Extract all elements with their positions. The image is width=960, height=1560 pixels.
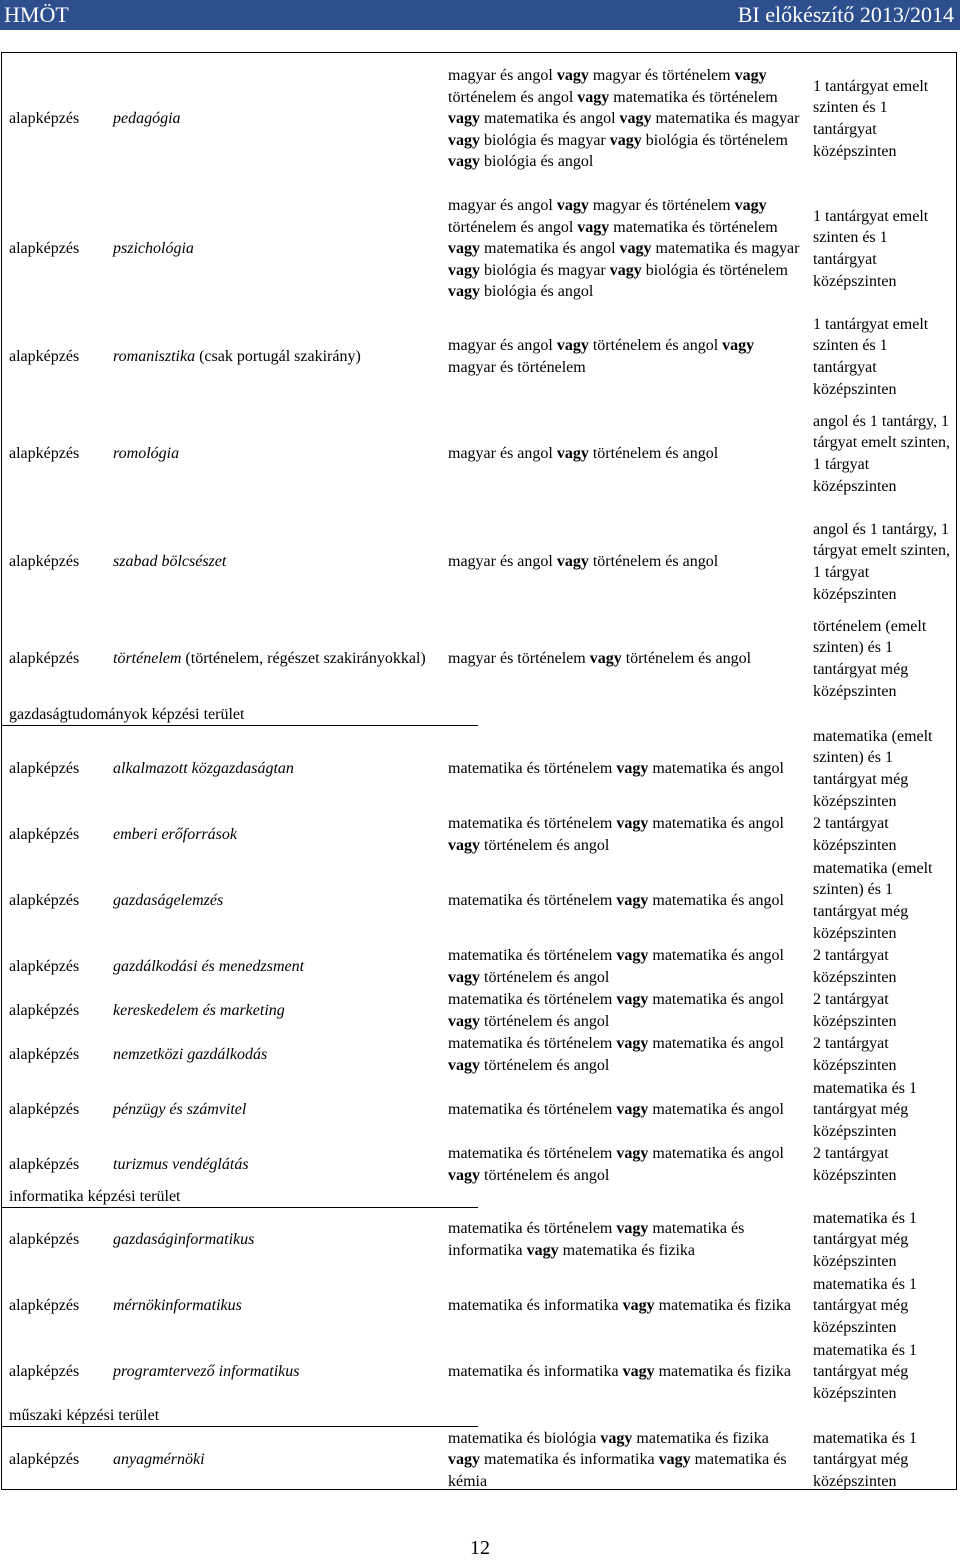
subjects-text: magyar és angol vagy magyar és történelem vagy történelem és angol vagy matematika és történelem vagy matematika és angol vagy matematika és magyar vagy biológia és magyar vagy biológia és történelem vagy biológia és angol [448,67,800,171]
subjects-cell [448,1273,803,1339]
table-row [2,1339,958,1405]
subjects-text: matematika és történelem vagy matematika és angol vagy történelem és angol [448,991,784,1030]
level-requirement-text: történelem (emelt szinten) és 1 tantárgyat még középszinten [813,617,927,700]
program-cell [113,615,438,703]
level-requirement-cell [813,725,953,813]
program-text [113,1044,438,1066]
section-title: informatika képzési terület [9,1188,181,1205]
program-name: gazdaságinformatikus [113,1231,255,1249]
program-text [113,1000,438,1022]
level-requirement-text: matematika (emelt szinten) és 1 tantárgyat még középszinten [813,727,933,810]
level-requirement-cell [813,1427,953,1493]
level-cell [9,1427,109,1493]
subjects-cell [448,945,803,989]
level-cell [9,989,109,1033]
level-requirement-text: 1 tantárgyat emelt szinten és 1 tantárgyat középszinten [813,77,929,160]
table-row [2,507,958,617]
program-cell [113,1273,438,1339]
subjects-text: magyar és angol vagy magyar és történelem vagy történelem és angol vagy matematika és történelem vagy matematika és angol vagy matematika és magyar vagy biológia és magyar vagy biológia és történelem vagy biológia és angol [448,197,800,301]
program-name: programtervező informatikus [113,1363,300,1381]
program-name: alkalmazott közgazdaságtan [113,760,294,778]
table-row [2,945,958,989]
level-cell [9,399,109,509]
subjects-cell [448,399,803,509]
program-name: emberi erőforrások [113,826,237,844]
level-requirement-cell [813,1273,953,1339]
program-cell [113,1427,438,1493]
program-text [113,1229,438,1251]
program-text [113,758,438,780]
program-name: történelem [113,650,182,668]
level-requirement-text: matematika és 1 tantárgyat még középszinten [813,1275,917,1336]
level-cell [9,313,109,401]
level-text: alapképzés [9,826,80,844]
program-name: romanisztika [113,348,196,366]
program-name: turizmus vendéglátás [113,1156,249,1174]
subjects-text: matematika és történelem vagy matematika és angol vagy történelem és angol [448,815,784,854]
subjects-text: matematika és történelem vagy matematika és angol [448,1101,784,1119]
level-cell [9,1033,109,1077]
subjects-text: magyar és angol vagy történelem és angol [448,553,719,571]
table-row [2,1427,958,1493]
table-row [2,725,958,813]
subjects-cell [448,1427,803,1493]
subjects-cell [448,813,803,857]
program-name: pénzügy és számvitel [113,1101,247,1119]
program-cell [113,399,438,509]
level-requirement-cell [813,507,953,617]
program-cell [113,813,438,857]
program-cell [113,313,438,401]
level-requirement-cell [813,53,953,185]
program-note: (csak portugál szakirány) [195,348,361,366]
level-cell [9,1207,109,1273]
program-text [113,648,438,670]
subjects-text: matematika és történelem vagy matematika és angol vagy történelem és angol [448,1145,784,1184]
subjects-cell [448,1033,803,1077]
level-text: alapképzés [9,1231,80,1249]
admission-table [1,52,957,1490]
subjects-text: magyar és angol vagy történelem és angol vagy magyar és történelem [448,337,755,376]
section-title: gazdaságtudományok képzési terület [9,706,245,723]
header-right-title: BI előkészítő 2013/2014 [737,2,954,27]
level-cell [9,507,109,617]
program-text [113,346,438,368]
program-text [113,890,438,912]
level-cell [9,1273,109,1339]
level-requirement-cell [813,813,953,857]
program-name: gazdálkodási és menedzsment [113,958,305,976]
level-requirement-cell [813,313,953,401]
table-row [2,1033,958,1077]
level-text: alapképzés [9,650,80,668]
level-requirement-cell [813,1143,953,1187]
level-cell [9,857,109,945]
table-row [2,615,958,703]
subjects-cell [448,313,803,401]
program-text [113,956,438,978]
level-requirement-cell [813,989,953,1033]
section-title: műszaki képzési terület [9,1407,160,1424]
level-requirement-text: matematika és 1 tantárgyat még középszinten [813,1079,917,1140]
page-header [0,0,960,30]
page-number: 12 [470,1537,490,1559]
program-name: szabad bölcsészet [113,553,227,571]
level-cell [9,1339,109,1405]
level-requirement-text: 2 tantárgyat középszinten [813,991,897,1030]
level-requirement-text: 2 tantárgyat középszinten [813,815,897,854]
program-cell [113,53,438,185]
program-name: gazdaságelemzés [113,892,224,910]
program-cell [113,1339,438,1405]
subjects-cell [448,1339,803,1405]
level-text: alapképzés [9,1002,80,1020]
level-cell [9,813,109,857]
level-requirement-text: 2 tantárgyat középszinten [813,947,897,986]
level-text: alapképzés [9,110,80,128]
level-requirement-cell [813,183,953,315]
program-cell [113,507,438,617]
table-row [2,1207,958,1273]
level-cell [9,1143,109,1187]
program-cell [113,183,438,315]
level-requirement-cell [813,399,953,509]
level-text: alapképzés [9,1101,80,1119]
level-cell [9,183,109,315]
subjects-cell [448,1143,803,1187]
subjects-text: matematika és történelem vagy matematika és angol [448,892,784,910]
level-requirement-text: 1 tantárgyat emelt szinten és 1 tantárgyat középszinten [813,207,929,290]
table-row [2,399,958,509]
level-requirement-cell [813,1077,953,1143]
level-text: alapképzés [9,760,80,778]
subjects-cell [448,1077,803,1143]
subjects-cell [448,183,803,315]
subjects-cell [448,53,803,185]
level-requirement-cell [813,615,953,703]
program-name: pedagógia [113,110,181,128]
program-cell [113,989,438,1033]
program-text [113,1449,438,1471]
program-name: romológia [113,445,180,463]
program-text [113,443,438,465]
level-text: alapképzés [9,553,80,571]
program-cell [113,1143,438,1187]
level-text: alapképzés [9,445,80,463]
program-cell [113,1077,438,1143]
level-requirement-text: matematika és 1 tantárgyat még középszinten [813,1429,917,1490]
program-name: anyagmérnöki [113,1451,205,1469]
program-cell [113,945,438,989]
table-row [2,813,958,857]
level-requirement-text: matematika és 1 tantárgyat még középszinten [813,1209,917,1270]
level-text: alapképzés [9,1297,80,1315]
level-text: alapképzés [9,240,80,258]
subjects-text: matematika és történelem vagy matematika és angol [448,760,784,778]
level-requirement-cell [813,857,953,945]
subjects-cell [448,1207,803,1273]
table-row [2,53,958,185]
level-requirement-cell [813,1339,953,1405]
level-text: alapképzés [9,1046,80,1064]
level-text: alapképzés [9,958,80,976]
program-name: pszichológia [113,240,194,258]
level-text: alapképzés [9,892,80,910]
level-requirement-text: 2 tantárgyat középszinten [813,1035,897,1074]
level-requirement-text: matematika és 1 tantárgyat még középszinten [813,1341,917,1402]
header-left-title: HMÖT [4,2,69,27]
program-cell [113,725,438,813]
program-name: nemzetközi gazdálkodás [113,1046,268,1064]
program-cell [113,857,438,945]
level-text: alapképzés [9,1156,80,1174]
level-cell [9,615,109,703]
level-requirement-text: angol és 1 tantárgy, 1 tárgyat emelt szinten, 1 tárgyat középszinten [813,520,950,603]
subjects-text: matematika és történelem vagy matematika és informatika vagy matematika és fizika [448,1220,745,1259]
program-name: kereskedelem és marketing [113,1002,285,1020]
subjects-cell [448,615,803,703]
program-text [113,1099,438,1121]
program-text [113,238,438,260]
program-text [113,824,438,846]
subjects-text: matematika és történelem vagy matematika és angol vagy történelem és angol [448,1035,784,1074]
table-row [2,1273,958,1339]
level-cell [9,1077,109,1143]
program-cell [113,1207,438,1273]
subjects-text: matematika és történelem vagy matematika és angol vagy történelem és angol [448,947,784,986]
level-cell [9,53,109,185]
subjects-cell [448,507,803,617]
level-requirement-text: angol és 1 tantárgy, 1 tárgyat emelt szinten, 1 tárgyat középszinten [813,412,950,495]
level-cell [9,725,109,813]
level-cell [9,945,109,989]
level-text: alapképzés [9,1363,80,1381]
program-text [113,1295,438,1317]
level-requirement-cell [813,1207,953,1273]
table-row [2,183,958,315]
subjects-text: matematika és biológia vagy matematika és fizika vagy matematika és informatika vagy matematika és kémia [448,1429,787,1490]
level-text: alapképzés [9,1451,80,1469]
table-row [2,857,958,945]
subjects-cell [448,989,803,1033]
program-text [113,1154,438,1176]
table-row [2,313,958,401]
level-requirement-cell [813,945,953,989]
program-name: mérnökinformatikus [113,1297,242,1315]
program-note: (történelem, régészet szakirányokkal) [181,650,426,668]
table-row [2,1143,958,1187]
level-requirement-text: 2 tantárgyat középszinten [813,1145,897,1184]
level-requirement-cell [813,1033,953,1077]
program-text [113,1361,438,1383]
level-requirement-text: matematika (emelt szinten) és 1 tantárgyat még középszinten [813,859,933,942]
level-text: alapképzés [9,348,80,366]
program-text [113,551,438,573]
subjects-cell [448,857,803,945]
subjects-text: matematika és informatika vagy matematika és fizika [448,1297,791,1315]
program-cell [113,1033,438,1077]
subjects-text: matematika és informatika vagy matematika és fizika [448,1363,791,1381]
program-text [113,108,438,130]
subjects-text: magyar és történelem vagy történelem és angol [448,650,752,668]
subjects-cell [448,725,803,813]
table-row [2,989,958,1033]
level-requirement-text: 1 tantárgyat emelt szinten és 1 tantárgyat középszinten [813,315,929,398]
table-row [2,1077,958,1143]
subjects-text: magyar és angol vagy történelem és angol [448,445,719,463]
